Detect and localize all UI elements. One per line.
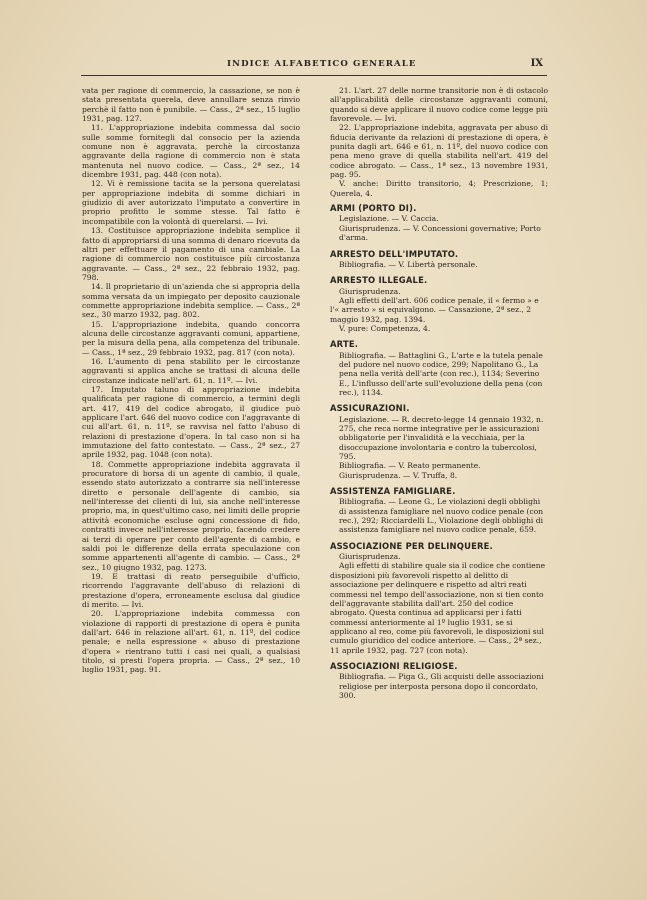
section-line: Legislazione. — R. decreto-legge 14 gennaio 1932, n. 275, che reca norme integrative per le assicurazioni obbligatorie per l'invalidità e la vecchiaia, per la disoccupazione involontaria e contro la tubercolosi, 795.: [339, 414, 544, 462]
section-line: Bibliografia. — Battaglini G., L'arte e la tutela penale del pudore nel nuovo codice, 299; Napolitano G., La pena nella verità dell'arte (con rec.), 1134; Severino E., L'influsso dell'arte sull'evoluzione della pena (con rec.), 1134.: [339, 350, 543, 397]
section-line: Agli effetti dell'art. 606 codice penale, il « fermo » e l'« arresto » si equivalgono. — Cassazione, 2ª sez., 2 maggio 1932, pag. 1394.: [330, 295, 539, 324]
section-line: Bibliografia. — V. Reato permanente.: [339, 461, 481, 471]
entry-11: 11. L'appropriazione indebita commessa dal socio sulle somme fornitegli dal consocio per la azienda comune non è aggravata, perchè la circostanza aggravante della ragione di commercio non è stata mantenuta nel nuovo codice. — Cass., 2ª sez., 14 dicembre 1931, pag. 448 (con nota).: [82, 123, 300, 180]
section-heading: ASSISTENZA FAMIGLIARE.: [330, 486, 456, 497]
running-title: INDICE ALFABETICO GENERALE: [227, 59, 417, 69]
section-heading: ASSOCIAZIONE PER DELINQUERE.: [330, 540, 493, 551]
right-column: [330, 86, 548, 700]
entry-21: 21. L'art. 27 delle norme transitorie non è di ostacolo all'applicabilità delle circostanze aggravanti comuni, quando si deve applicare il nuovo codice come legge più favorevole. — Ivi.: [330, 86, 548, 124]
section-heading: ARMI (PORTO DI).: [330, 203, 417, 214]
entry-continuation: vata per ragione di commercio, la cassazione, se non è stata presentata querela, deve annullare senza rinvio perchè il fatto non è punibile. — Cass., 2ª sez., 15 luglio 1931, pag. 127.: [82, 86, 300, 124]
entry-13: 13. Costituisce appropriazione indebita semplice il fatto di appropriarsi di una somma di denaro ricevuta da altri per effettuare il pagamento di una cambiale. La ragione di commercio non costituisce più circostanza aggravante. — Cass., 2ª sez., 22 febbraio 1932, pag. 798.: [82, 226, 300, 282]
section-heading: ASSICURAZIONI.: [330, 403, 410, 414]
left-column: [82, 86, 300, 675]
section-line: Giurisprudenza. — V. Truffa, 8.: [339, 470, 458, 480]
section-line: V. pure: Competenza, 4.: [339, 323, 431, 333]
entry-20: 20. L'appropriazione indebita commessa con violazione di rapporti di prestazione di opera è punita dall'art. 646 in relazione all'art. 61, n. 11º, del codice penale; e nella espressione « abuso di prestazione d'opera » rientrano tutti i casi nei quali, a qualsiasi titolo, si presti l'opera propria. — Cass., 2ª sez., 10 luglio 1931, pag. 91.: [82, 609, 300, 675]
section-heading: ASSOCIAZIONI RELIGIOSE.: [330, 660, 458, 671]
see-also: V. anche: Diritto transitorio, 4; Prescrizione, 1; Querela, 4.: [330, 179, 548, 198]
section-heading: ARTE.: [330, 339, 359, 350]
section-line: Giurisprudenza.: [339, 552, 401, 562]
section-line: Giurisprudenza.: [339, 286, 401, 296]
entry-17: 17. Imputato taluno di appropriazione indebita qualificata per ragione di commercio, a termini degli art. 417, 419 del codice abrogato, il giudice può applicare l'art. 646 del nuovo codice con l'aggravante di cui all'art. 61, n. 11º, se ravvisa nel fatto l'abuso di relazioni di prestazione d'opera. In tal caso non si ha immutazione del fatto contestato. — Cass., 2ª sez., 27 aprile 1932, pag. 1048 (con nota).: [82, 385, 300, 460]
entry-15: 15. L'appropriazione indebita, quando concorra alcuna delle circostanze aggravanti comuni, appartiene, per la misura della pena, alla competenza del tribunale. — Cass., 1ª sez., 29 febbraio 1932, pag. 817 (con nota).: [82, 319, 300, 357]
section-line: Legislazione. — V. Caccia.: [339, 214, 439, 224]
entry-18: 18. Commette appropriazione indebita aggravata il procuratore di borsa di un agente di cambio, il quale, essendo stato autorizzato a contrarre sia nell'interesse diretto e personale dell'agente di cambio, sia nell'interesse dei clienti di lui, sia anche nell'interesse proprio, ma, in quest'ultimo caso, nei limiti delle proprie attività economiche escluse ogni concessione di fido, contratti invece nell'interesse proprio, facendo credere ai terzi di operare per conto dell'agente di cambio, e saldi poi le differenze della errata speculazione con somme appartenenti all'agente di cambio. — Cass., 2ª sez., 10 giugno 1932, pag. 1273.: [82, 459, 300, 572]
entry-22: 22. L'appropriazione indebita, aggravata per abuso di fiducia derivante da relazioni di prestazione di opera, è punita dagli art. 646 e 61, n. 11º, del nuovo codice con pena meno grave di quella stabilita nell'art. 419 del codice abrogato. — Cass., 1ª sez., 13 novembre 1931, pag. 95.: [330, 123, 548, 180]
entry-14: 14. Il proprietario di un'azienda che si appropria della somma versata da un impiegato per deposito cauzionale commette appropriazione indebita semplice. — Cass., 2ª sez., 30 marzo 1932, pag. 802.: [82, 282, 300, 320]
page-header: [0, 59, 647, 73]
page-number: IX: [530, 58, 543, 69]
entry-12: 12. Vi è remissione tacita se la persona querelatasi per appropriazione indebita di somme dichiari in giudizio di aver autorizzato l'imputato a convertire in proprio profitto le somme stesse. Tal fatto è incompatibile con la volontà di querelarsi. — Ivi.: [82, 179, 300, 226]
section-line: Giurisprudenza. — V. Concessioni governative; Porto d'arma.: [339, 223, 541, 243]
section-line: Bibliografia. — Leone G., Le violazioni degli obblighi di assistenza famigliare nel nuovo codice penale (con rec.), 292; Ricciardelli L., Violazione degli obblighi di assistenza famigliare nel nuovo codice penale, 659.: [339, 497, 544, 535]
section-heading: ARRESTO ILLEGALE.: [330, 275, 428, 286]
section-heading: ARRESTO DELL'IMPUTATO.: [330, 248, 459, 259]
section-line: Bibliografia. — Piga G., Gli acquisti delle associazioni religiose per interposta persona dopo il concordato, 300.: [339, 672, 544, 700]
section-line: Agli effetti di stabilire quale sia il codice che contiene disposizioni più favorevoli rispetto al delitto di associazione per delinquere e rispetto ad altri reati commessi nel tempo dell'associazione, non si tien conto dell'aggravante stabilita dall'art. 250 del codice abrogato. Questa continua ad applicarsi per i fatti commessi anteriormente al 1º luglio 1931, se si applicano al reo, come più favorevoli, le disposizioni sul cumulo giuridico del codice anteriore. — Cass., 2ª sez., 11 aprile 1932, pag. 727 (con nota).: [330, 561, 546, 655]
section-line: Bibliografia. — V. Libertà personale.: [339, 259, 478, 269]
entry-16: 16. L'aumento di pena stabilito per le circostanze aggravanti si applica anche se trattasi di alcuna delle circostanze indicate nell'art. 61, n. 11º. — Ivi.: [82, 356, 300, 385]
header-rule: [81, 75, 547, 76]
entry-19: 19. E trattasi di reato perseguibile d'ufficio, ricorrendo l'aggravante dell'abuso di relazioni di prestazione d'opera, erroneamente esclusa dal giudice di merito. — Ivi.: [82, 571, 300, 609]
